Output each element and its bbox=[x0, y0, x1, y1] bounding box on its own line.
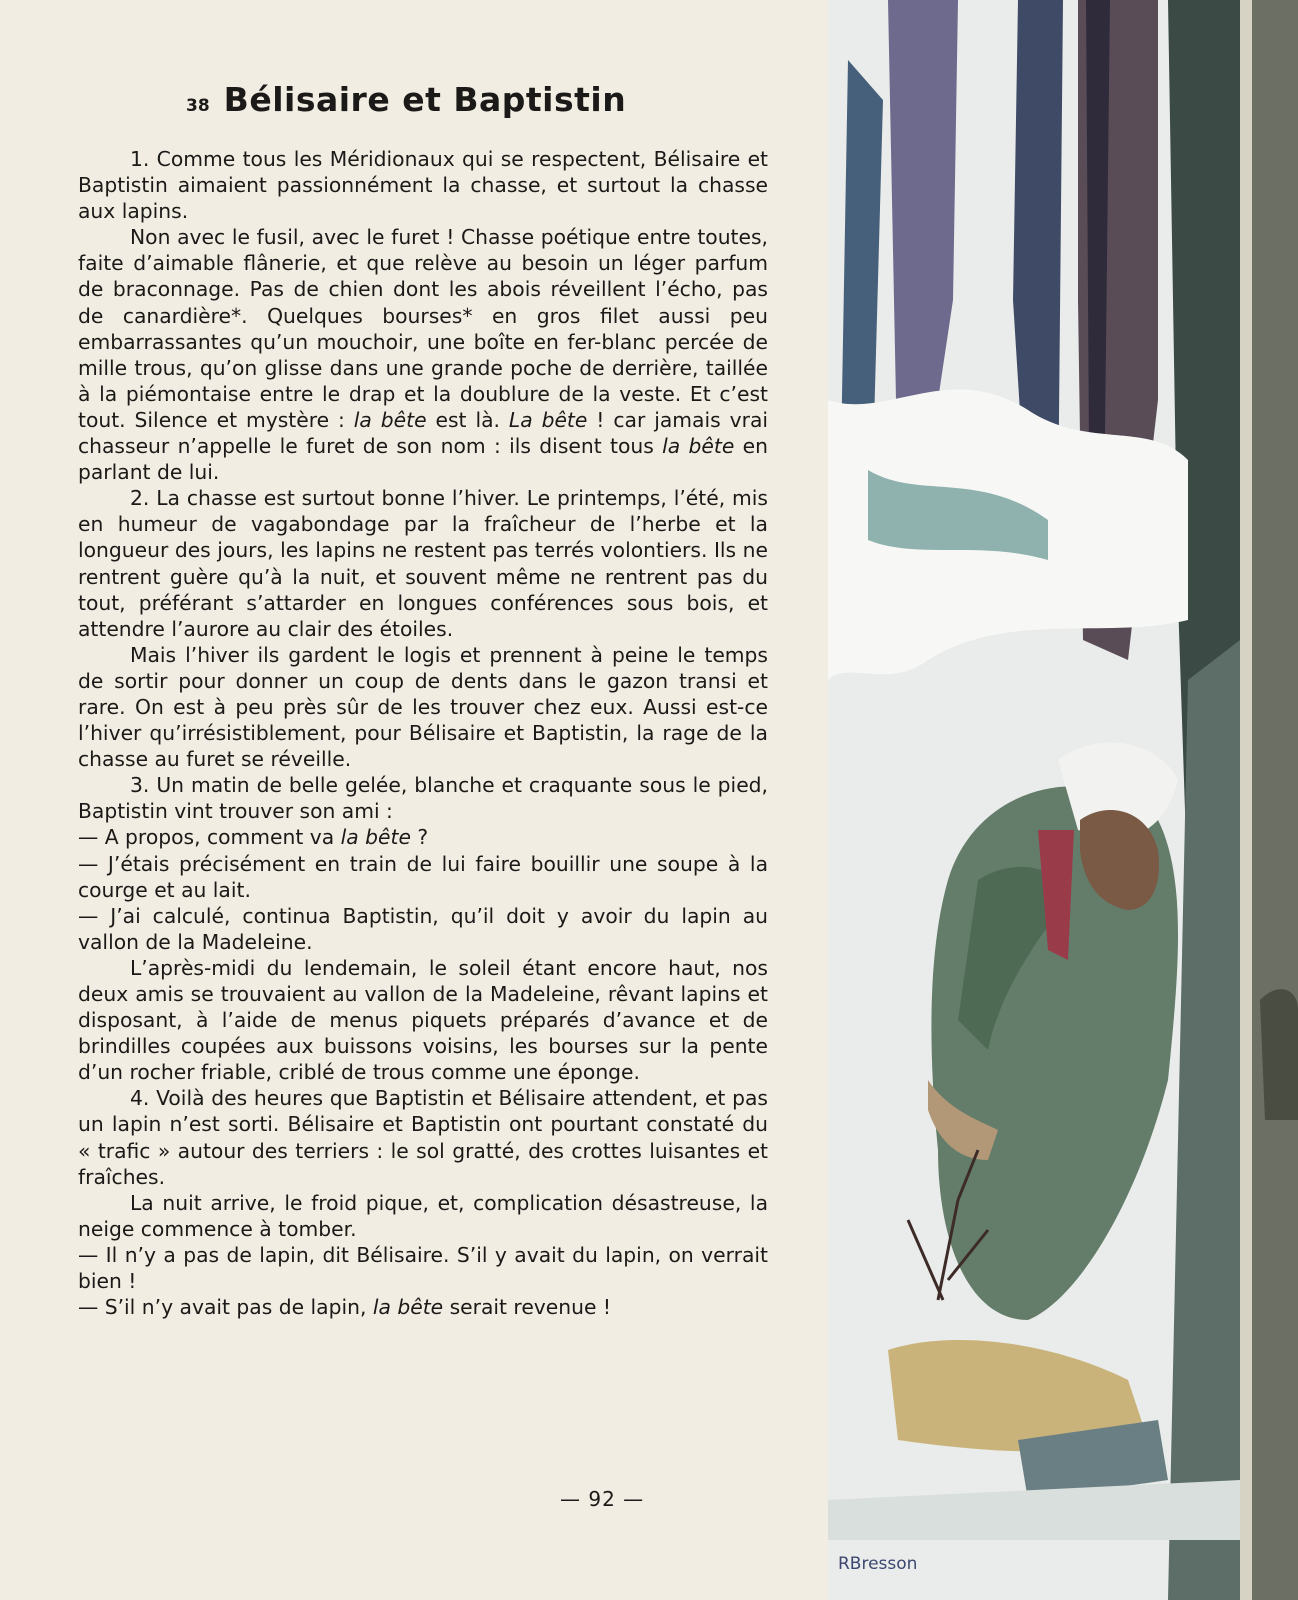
text-run: 2. La chasse est surtout bonne l’hiver. Le printemps, l’été, mis en humeur de vagabondage par la fraîcheur de l’herbe et la longueur des jours, les lapins ne restent pas terrés volontiers. Ils ne rentrent guère qu’à la nuit, et souvent même ne rentrent pas du tout, préférant s’attarder en longues conférences sous bois, et attendre l’aurore au clair des étoiles. bbox=[78, 486, 768, 641]
text-run: Mais l’hiver ils gardent le logis et prennent à peine le temps de sortir pour donner un coup de dents dans le gazon transi et rare. On est à peu près sûr de les trouver chez eux. Aussi est-ce l’hiver qu’irrésistiblement, pour Bélisaire et Baptistin, la rage de la chasse au furet se réveille. bbox=[78, 642, 768, 772]
italic-phrase: la bête bbox=[372, 1295, 444, 1320]
adjacent-illustration-shadow bbox=[1260, 989, 1298, 1120]
paragraph bbox=[78, 224, 768, 485]
text-run: ! car jamais vrai chasseur n’appelle le furet de son nom : ils disent tous bbox=[78, 407, 769, 459]
italic-phrase: la bête bbox=[340, 825, 411, 850]
page-title: Bélisaire et Baptistin bbox=[223, 80, 627, 119]
text-run: — S’il n’y avait pas de lapin, bbox=[78, 1295, 373, 1320]
text-run: 1. Comme tous les Méridionaux qui se respectent, Bélisaire et Baptistin aimaient passionnément la chasse, et surtout la chasse aux lapins. bbox=[78, 147, 768, 224]
dialogue-line bbox=[78, 851, 768, 903]
text-run: L’après-midi du lendemain, le soleil étant encore haut, nos deux amis se trouvaient au vallon de la Madeleine, rêvant lapins et disposant, à l’aide de menus piquets préparés d’avance et de brindilles coupées aux buissons voisins, les bourses sur la pente d’un rocher friable, criblé de trous comme une éponge. bbox=[78, 955, 768, 1085]
text-run: Non avec le fusil, avec le furet ! Chasse poétique entre toutes, faite d’aimable flânerie, et que relève au besoin un léger parfum de braconnage. Pas de chien dont les abois réveillent l’écho, pas de canardière*. Quelques bourses* en gros filet aussi peu embarrassantes qu’un mouchoir, une boîte en fer-blanc percée de mille trous, qu’on glisse dans une grande poche de derrière, taillée à la piémontaise entre le drap et la doublure de la veste. Et c’est tout. Silence et mystère : bbox=[78, 225, 768, 432]
paragraph bbox=[78, 642, 768, 772]
paragraph bbox=[78, 1190, 768, 1242]
paragraph bbox=[78, 1085, 768, 1189]
paragraph bbox=[78, 146, 768, 224]
page-fold-strip bbox=[1240, 0, 1252, 1600]
italic-phrase: la bête bbox=[662, 434, 735, 459]
illustrator-signature: RBresson bbox=[838, 1554, 918, 1574]
paragraph bbox=[78, 485, 768, 642]
paragraph bbox=[78, 955, 768, 1085]
dialogue-line bbox=[78, 1242, 768, 1294]
story-body bbox=[78, 146, 768, 1320]
dialogue-line bbox=[78, 824, 768, 850]
text-run: La nuit arrive, le froid pique, et, complication désastreuse, la neige commence à tomber. bbox=[78, 1190, 768, 1241]
text-run: — J’étais précisément en train de lui faire bouillir une soupe à la courge et au lait. bbox=[78, 851, 768, 902]
text-column bbox=[78, 80, 768, 1320]
adjacent-page-edge bbox=[1240, 0, 1298, 1600]
text-run: 4. Voilà des heures que Baptistin et Bélisaire attendent, et pas un lapin n’est sorti. Bélisaire et Baptistin ont pourtant constaté du « trafic » autour des terriers : le sol gratté, des crottes luisantes et fraîches. bbox=[78, 1086, 768, 1189]
text-run: serait revenue ! bbox=[443, 1295, 612, 1320]
italic-phrase: La bête bbox=[508, 407, 588, 432]
lesson-number: 38 bbox=[186, 96, 210, 116]
text-run: — Il n’y a pas de lapin, dit Bélisaire. S’il y avait du lapin, on verrait bien ! bbox=[78, 1242, 768, 1294]
paragraph bbox=[78, 772, 768, 824]
text-run: est là. bbox=[426, 407, 509, 432]
text-run: — J’ai calculé, continua Baptistin, qu’il doit y avoir du lapin au vallon de la Madeleine. bbox=[78, 903, 768, 954]
dialogue-line bbox=[78, 1294, 768, 1320]
text-run: 3. Un matin de belle gelée, blanche et craquante sous le pied, Baptistin vint trouver son ami : bbox=[78, 773, 768, 824]
dialogue-line bbox=[78, 903, 768, 955]
text-run: en parlant de lui. bbox=[78, 434, 769, 485]
text-run: — A propos, comment va bbox=[78, 825, 341, 850]
page-number: — 92 — bbox=[560, 1487, 645, 1511]
heading bbox=[186, 80, 768, 132]
winter-forest-illustration bbox=[828, 0, 1240, 1600]
italic-phrase: la bête bbox=[353, 407, 427, 432]
text-run: ? bbox=[410, 825, 429, 850]
